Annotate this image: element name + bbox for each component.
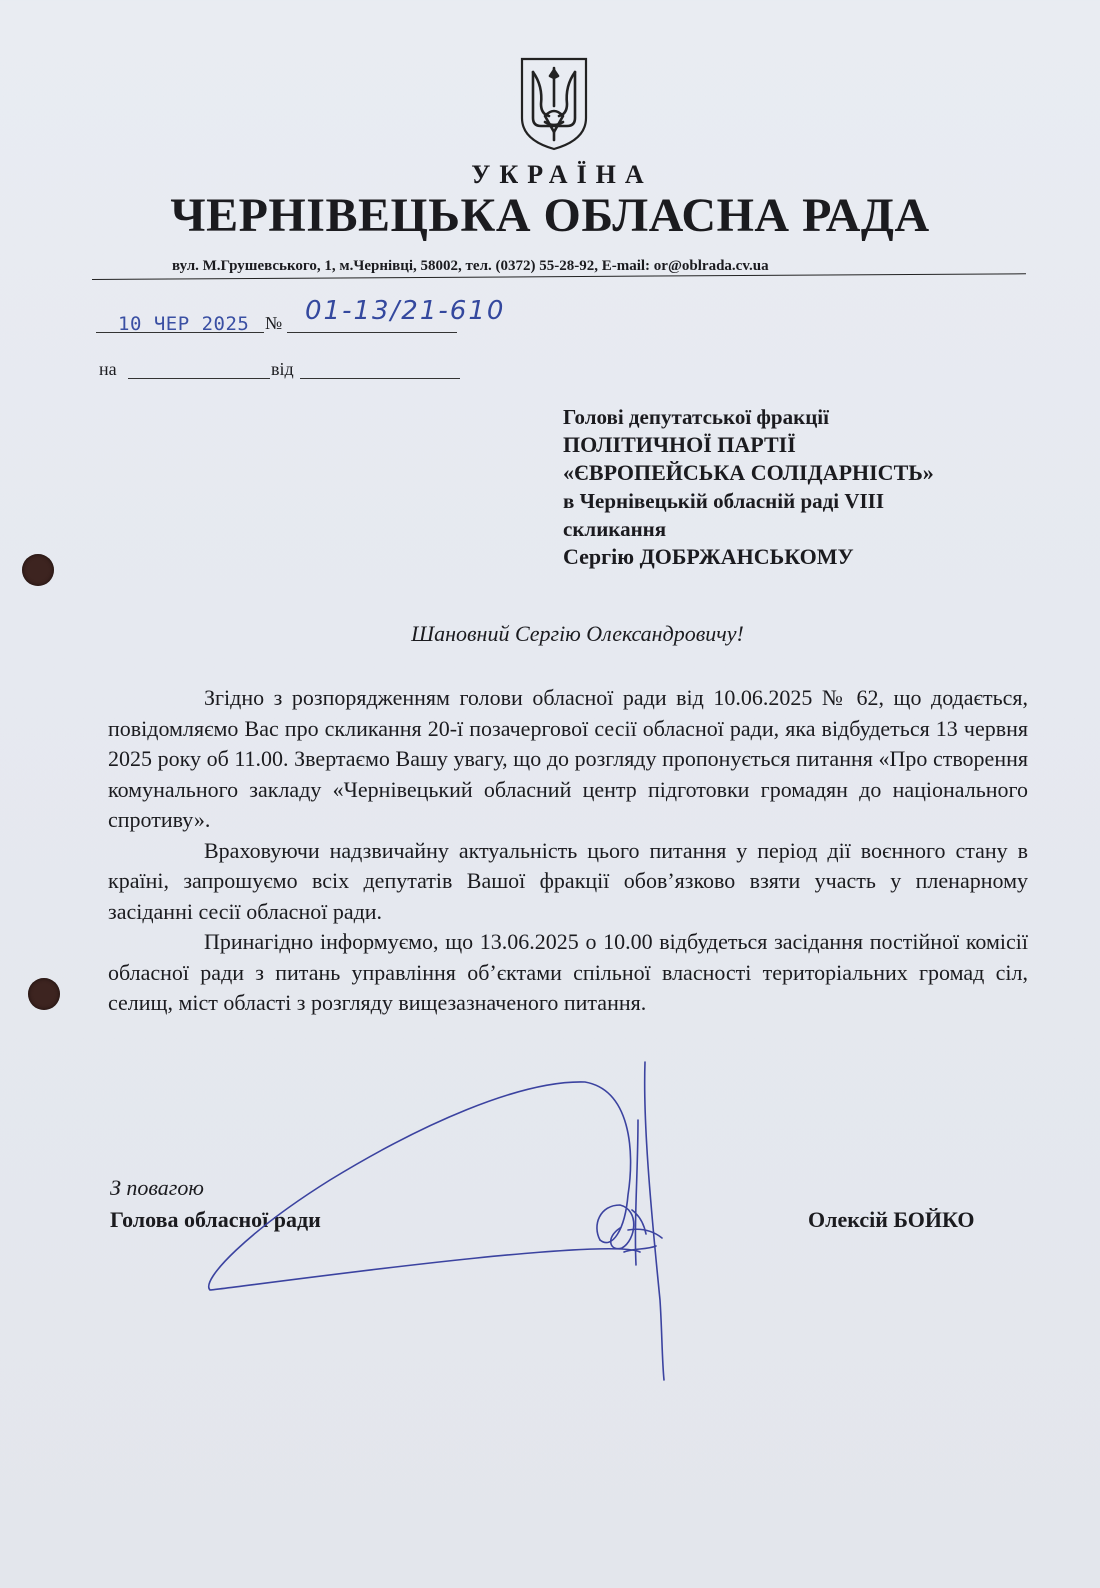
number-label: № bbox=[265, 313, 283, 333]
addressee-block bbox=[563, 403, 1023, 571]
punch-hole bbox=[22, 554, 54, 586]
from-label: від bbox=[271, 359, 294, 379]
reply-to-label: на bbox=[99, 359, 117, 379]
greeting: Шановний Сергію Олександровичу! bbox=[411, 621, 744, 646]
from-field bbox=[300, 356, 460, 379]
country-name: УКРАЇНА bbox=[471, 160, 653, 189]
handwritten-number: 01-13/21-610 bbox=[305, 296, 506, 326]
addressee-line: в Чернівецькій обласній раді VIII bbox=[563, 489, 885, 513]
addressee-line: Сергію ДОБРЖАНСЬКОМУ bbox=[563, 544, 854, 569]
signer-title: Голова обласної ради bbox=[110, 1207, 321, 1232]
addressee-line: ПОЛІТИЧНОЇ ПАРТІЇ bbox=[563, 432, 796, 457]
addressee-line: скликання bbox=[563, 517, 667, 541]
body-paragraph: Враховуючи надзвичайну актуальність цього питання у період дії воєнного стану в країні, запрошуємо всіх депутатів Вашої фракції обов’язково взяти участь у пленарному засіданні сесії обласної ради. bbox=[108, 837, 1028, 924]
addressee-line: Голові депутатської фракції bbox=[563, 405, 829, 429]
closing-phrase: З повагою bbox=[110, 1175, 204, 1200]
contact-address: вул. М.Грушевського, 1, м.Чернівці, 58002, тел. (0372) 55-28-92, E-mail: or@oblrada.cv.ua bbox=[172, 258, 769, 274]
letter-body bbox=[108, 683, 1028, 1019]
coat-of-arms-icon bbox=[519, 56, 589, 152]
body-paragraph: Принагідно інформуємо, що 13.06.2025 о 10.00 відбудеться засідання постійної комісії обласної ради з питань управління об’єктами спільної власності територіальних громад сіл, селищ, міст області з розгляду вищезазначеного питання. bbox=[108, 929, 1028, 1015]
addressee-line: «ЄВРОПЕЙСЬКА СОЛІДАРНІСТЬ» bbox=[563, 460, 934, 485]
punch-hole bbox=[28, 978, 60, 1010]
signer-name: Олексій БОЙКО bbox=[808, 1207, 975, 1232]
council-name: ЧЕРНІВЕЦЬКА ОБЛАСНА РАДА bbox=[170, 189, 930, 242]
body-paragraph: Згідно з розпорядженням голови обласної ради від 10.06.2025 № 62, що додається, повідомляємо Вас про скликання 20-ї позачергової сесії обласної ради, яка відбудеться 13 червня 2025 року об 11.00. Звертаємо Вашу увагу, що до розгляду пропонується питання «Про створення комунального закладу «Чернівецький обласний центр підготовки громадян до національного спротиву». bbox=[108, 685, 1028, 832]
reply-to-field bbox=[128, 356, 270, 379]
date-stamp: 10 ЧЕР 2025 bbox=[118, 313, 250, 335]
